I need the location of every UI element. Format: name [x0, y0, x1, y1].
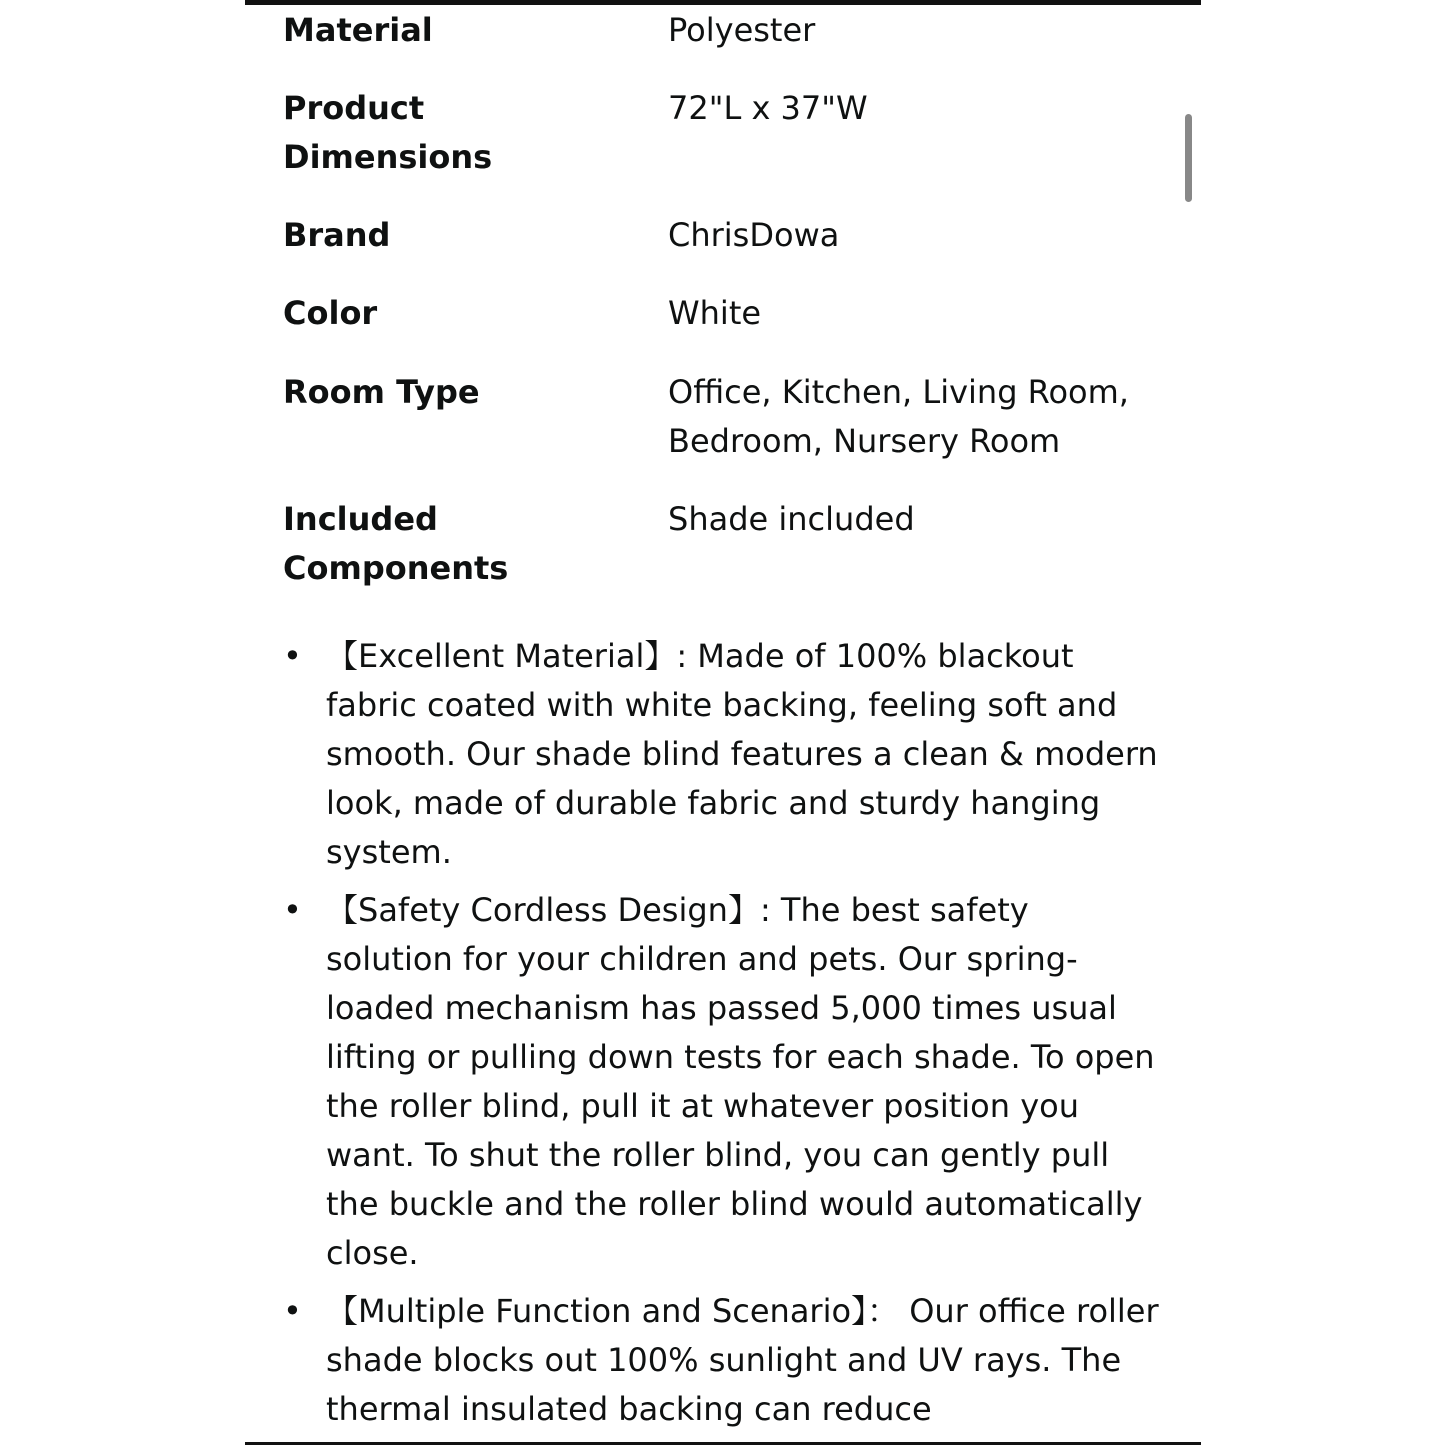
spec-label: Color — [283, 294, 378, 332]
spec-value: Shade included — [668, 500, 915, 538]
bullet-dot-icon: • — [283, 891, 302, 929]
feature-bullet-safety-cordless-design — [283, 886, 1163, 1278]
feature-bullet-multiple-function — [283, 1287, 1163, 1434]
bullet-dot-icon: • — [283, 637, 302, 675]
feature-bullet-text: 【Safety Cordless Design】: The best safety solution for your children and pets. Our spring-loaded mechanism has passed 5,000 times usual lifting or pulling down tests for each shade. To open the roller blind, pull it at whatever position you want. To shut the roller blind, you can gently pull the buckle and the roller blind would automatically close. — [326, 891, 1155, 1272]
spec-label: Included Components — [283, 500, 509, 587]
spec-value: White — [668, 294, 762, 332]
feature-bullet-excellent-material — [283, 632, 1163, 877]
spec-value: Office, Kitchen, Living Room, Bedroom, Nursery Room — [668, 373, 1129, 460]
spec-value: ChrisDowa — [668, 216, 840, 254]
product-details-screen — [245, 0, 1201, 1445]
spec-label: Material — [283, 11, 433, 49]
bullet-dot-icon: • — [283, 1292, 302, 1330]
spec-value: Polyester — [668, 11, 816, 49]
spec-label: Product Dimensions — [283, 89, 493, 176]
scrollbar-thumb[interactable] — [1185, 114, 1192, 202]
feature-bullet-text: 【Excellent Material】: Made of 100% blackout fabric coated with white backing, feeling soft and smooth. Our shade blind features a clean & modern look, made of durable fabric and sturdy hanging system. — [326, 637, 1158, 871]
spec-value: 72"L x 37"W — [668, 89, 868, 127]
feature-bullet-text: 【Multiple Function and Scenario】： Our office roller shade blocks out 100% sunlight and UV rays. The thermal insulated backing can reduce — [326, 1292, 1159, 1428]
spec-label: Room Type — [283, 373, 480, 411]
feature-bullet-list — [283, 632, 1163, 1443]
spec-label: Brand — [283, 216, 391, 254]
